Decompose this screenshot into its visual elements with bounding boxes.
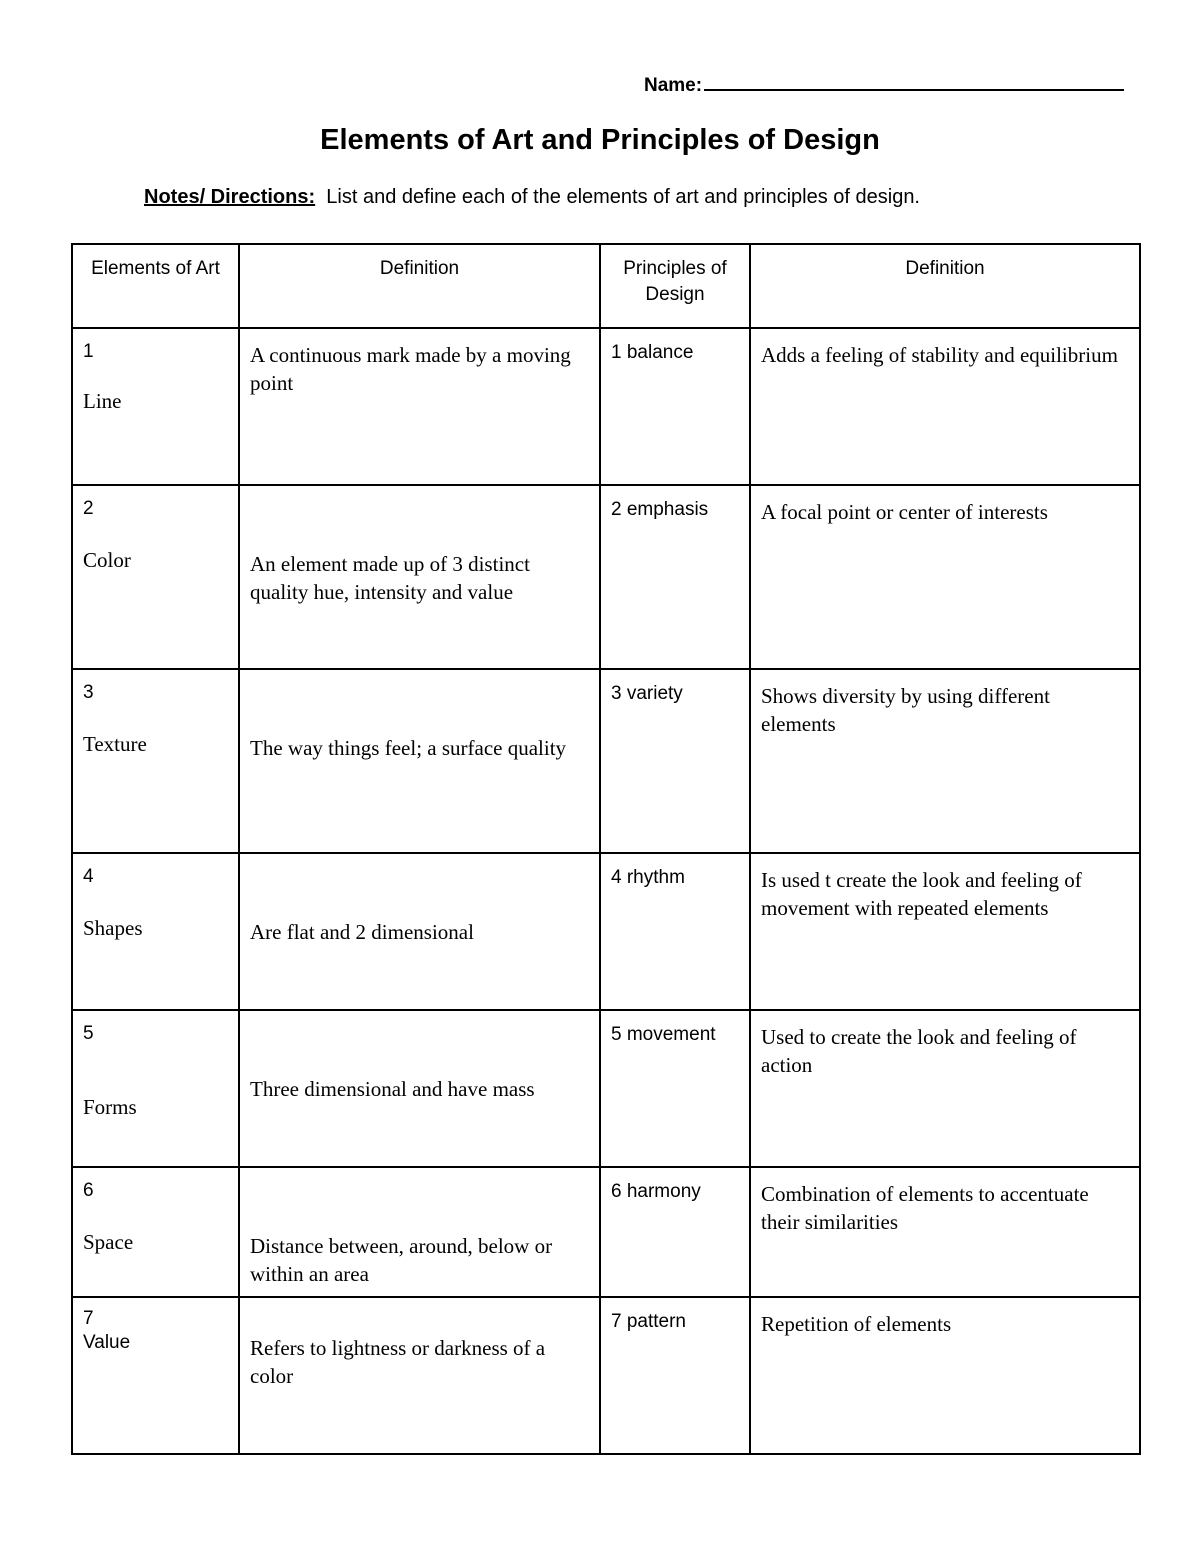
element-number: 5 xyxy=(83,1023,94,1044)
principle-definition: Combination of elements to accentuate their similarities xyxy=(750,1167,1140,1297)
principle-name: 3 variety xyxy=(600,669,750,853)
element-number: 4 xyxy=(83,866,94,887)
principle-definition: A focal point or center of interests xyxy=(750,485,1140,669)
principle-name: 1 balance xyxy=(600,328,750,485)
principle-definition: Repetition of elements xyxy=(750,1297,1140,1454)
element-definition: An element made up of 3 distinct quality hue, intensity and value xyxy=(239,485,600,669)
principle-definition: Is used t create the look and feeling of movement with repeated elements xyxy=(750,853,1140,1010)
page-title: Elements of Art and Principles of Design xyxy=(320,124,880,156)
element-cell xyxy=(72,853,239,1010)
element-cell xyxy=(72,1167,239,1297)
element-name: Line xyxy=(83,389,122,413)
element-cell xyxy=(72,328,239,485)
table-row xyxy=(72,485,1140,669)
element-number: 1 xyxy=(83,341,94,362)
elements-principles-table xyxy=(71,243,1141,1455)
header-element-definition: Definition xyxy=(239,244,600,328)
element-number: 7 xyxy=(83,1308,94,1329)
element-name: Texture xyxy=(83,732,147,756)
principle-definition: Used to create the look and feeling of action xyxy=(750,1010,1140,1167)
element-name: Space xyxy=(83,1230,134,1254)
element-number: 6 xyxy=(83,1180,94,1201)
name-field xyxy=(644,71,1124,97)
principle-name: 7 pattern xyxy=(600,1297,750,1454)
principle-name: 6 harmony xyxy=(600,1167,750,1297)
element-name: Value xyxy=(83,1332,131,1353)
element-cell xyxy=(72,669,239,853)
element-cell xyxy=(72,485,239,669)
principle-name: 5 movement xyxy=(600,1010,750,1167)
directions-text: List and define each of the elements of art and principles of design. xyxy=(326,186,920,208)
element-name: Forms xyxy=(83,1095,137,1119)
header-principles: Principles of Design xyxy=(600,244,750,328)
element-number: 2 xyxy=(83,498,94,519)
header-principle-definition: Definition xyxy=(750,244,1140,328)
principle-definition: Shows diversity by using different elements xyxy=(750,669,1140,853)
element-number: 3 xyxy=(83,682,94,703)
principle-definition: Adds a feeling of stability and equilibrium xyxy=(750,328,1140,485)
directions xyxy=(144,186,920,209)
element-name: Shapes xyxy=(83,916,143,940)
principle-name: 4 rhythm xyxy=(600,853,750,1010)
table-header-row xyxy=(72,244,1140,328)
element-cell xyxy=(72,1010,239,1167)
element-definition: Distance between, around, below or within an area xyxy=(239,1167,600,1297)
element-definition: Three dimensional and have mass xyxy=(239,1010,600,1167)
element-name: Color xyxy=(83,548,131,572)
table-row xyxy=(72,853,1140,1010)
element-cell xyxy=(72,1297,239,1454)
name-blank-line[interactable] xyxy=(704,71,1124,91)
header-elements: Elements of Art xyxy=(72,244,239,328)
element-definition: Refers to lightness or darkness of a color xyxy=(239,1297,600,1454)
element-definition: The way things feel; a surface quality xyxy=(239,669,600,853)
table-row xyxy=(72,1010,1140,1167)
principle-name: 2 emphasis xyxy=(600,485,750,669)
directions-label: Notes/ Directions: xyxy=(144,186,316,208)
table-row xyxy=(72,1167,1140,1297)
element-definition: A continuous mark made by a moving point xyxy=(239,328,600,485)
table-row xyxy=(72,328,1140,485)
table-row xyxy=(72,1297,1140,1454)
element-definition: Are flat and 2 dimensional xyxy=(239,853,600,1010)
name-label: Name: xyxy=(644,75,703,96)
table-row xyxy=(72,669,1140,853)
